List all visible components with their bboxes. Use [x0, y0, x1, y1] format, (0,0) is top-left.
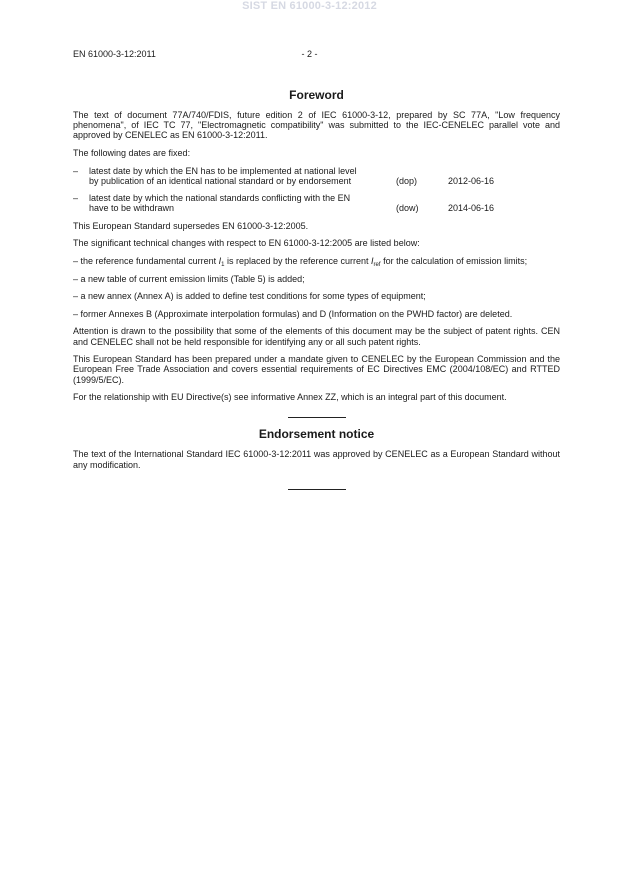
- change-text: for the calculation of emission limits;: [380, 255, 528, 266]
- foreword-intro: The text of document 77A/740/FDIS, future edition 2 of IEC 61000-3-12, prepared by SC 77A, "Low frequency phenomena", of IEC TC 77, "Electromagnetic compatibility" was submitted to the IEC-CENELEC parallel vote and approved by CENELEC as EN 61000-3-12:2011.: [73, 110, 560, 141]
- document-id: EN 61000-3-12:2011: [73, 49, 156, 59]
- current-subscript: 1: [221, 261, 225, 268]
- date-item-text: latest date by which the EN has to be implemented at national level by publication of an identical national standard or by endorsement: [89, 165, 357, 186]
- relationship-text: For the relationship with EU Directive(s) see informative Annex ZZ, which is an integral part of this document.: [73, 392, 507, 403]
- current-subscript: ref: [373, 261, 381, 268]
- change-item-4: – former Annexes B (Approximate interpolation formulas) and D (Information on the PWHD factor) are deleted.: [73, 308, 513, 319]
- endorsement-text: The text of the International Standard IEC 61000-3-12:2011 was approved by CENELEC as a European Standard without any modification.: [73, 449, 560, 470]
- change-text: – the reference fundamental current: [73, 255, 219, 266]
- change-item-1: [73, 256, 560, 266]
- change-text: is replaced by the reference current: [224, 255, 372, 266]
- list-dash: –: [73, 165, 79, 176]
- date-item-text: latest date by which the national standards conflicting with the EN have to be withdrawn: [89, 193, 351, 214]
- watermark: SIST EN 61000-3-12:2012: [242, 0, 377, 12]
- current-symbol: I: [371, 255, 374, 266]
- list-dash: –: [73, 193, 79, 204]
- current-symbol: I: [218, 255, 222, 266]
- supersedes-text: This European Standard supersedes EN 61000-3-12:2005.: [73, 220, 309, 231]
- patents-notice: Attention is drawn to the possibility that some of the elements of this document may be the subject of patent rights. CEN and CENELEC shall not be held responsible for identifying any or all such patent rights.: [73, 326, 560, 347]
- date-item-dow: [73, 193, 560, 213]
- date-item-date: 2012-06-16: [448, 175, 495, 186]
- page-content: [73, 88, 560, 490]
- date-item-code: (dow): [396, 203, 419, 214]
- mandate-text: This European Standard has been prepared under a mandate given to CENELEC by the European Commission and the European Free Trade Association and covers essential requirements of EC Directives EMC (2004/108/EC) and RTTED (1999/5/EC).: [73, 354, 560, 385]
- date-item-dop: [73, 166, 560, 186]
- page-number: - 2 -: [301, 49, 318, 59]
- endorsement-title: Endorsement notice: [258, 427, 375, 442]
- change-item-3: – a new annex (Annex A) is added to define test conditions for some types of equipment;: [73, 291, 426, 302]
- changes-intro: The significant technical changes with respect to EN 61000-3-12:2005 are listed below:: [73, 238, 420, 249]
- end-divider: [288, 489, 346, 490]
- section-divider: [288, 417, 346, 418]
- change-item-2: – a new table of current emission limits (Table 5) is added;: [73, 273, 305, 284]
- date-item-date: 2014-06-16: [448, 203, 495, 214]
- foreword-title: Foreword: [289, 88, 344, 102]
- dates-intro: The following dates are fixed:: [73, 148, 191, 158]
- dates-list: [73, 166, 560, 214]
- date-item-code: (dop): [396, 175, 418, 186]
